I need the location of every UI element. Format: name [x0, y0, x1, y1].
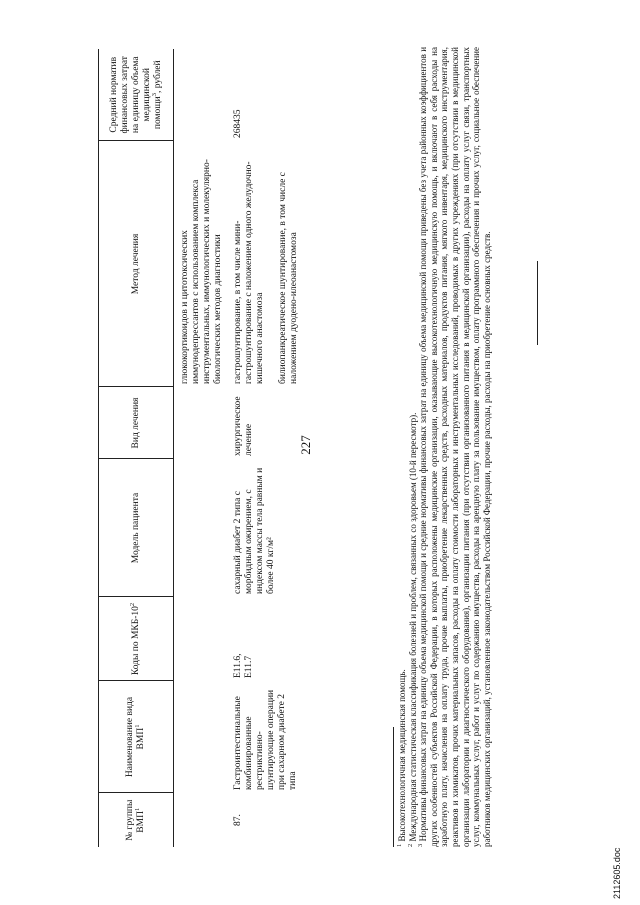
footnote: $^3$ Нормативы финансовых затрат на единицу объема медицинской помощи и средние нормативы финансовых затрат на единицу объема медицинской помощи приведены без учета районных коэффициентов и других особенностей субъектов Российской Федерации, в которых расположены медицинские организации, оказывающие высокотехнологичную медицинскую помощь, и включают в себя расходы на заработную плату, начисления на оплату труда, прочие выплаты, приобретение лекарственных средств, расходных материалов, продуктов питания, мягкого инвентаря, медицинского инструментария, реактивов и химикатов, прочих материальных запасов, расходы на оплату стоимости лабораторных и инструментальных исследований, проводимых в других учреждениях (при отсутствии в медицинской организации лаборатории и диагностического оборудования), организации питания (при отсутствии организованного питания в медицинской организации), расходы на оплату услуг связи, транспортных услуг, коммунальных услуг, работ и услуг по содержанию имущества, расходы на арендную плату за пользование имуществом, оплату программного обеспечения и прочих услуг, социальное обеспечение работников медицинских организаций, установленное законодательством Российской Федерации, прочие расходы, расходы на приобретение основных средств.: [417, 46, 492, 847]
row-number: 87.: [233, 814, 243, 826]
header-type: Вид лечения: [99, 387, 174, 459]
row-method: билиопанкреатическое шунтирование, в том числе с наложением дуодено-илеоанастомоза: [278, 172, 299, 384]
row-methods: [230, 141, 303, 387]
end-divider: [537, 261, 538, 345]
table-row: [230, 49, 303, 847]
header-codes: Коды по МКБ-$10^2$: [99, 597, 174, 681]
document-code: 2112605.doc: [612, 847, 622, 899]
header-group: № группы ВМП$^1$: [125, 799, 146, 841]
footnote-divider: [393, 727, 394, 847]
row-patient-model: сахарный диабет 2 типа с морбидным ожирением, с индексом массы тела равным и более 40 кг/м²: [233, 467, 276, 594]
header-name: Наименование вида ВМП$^1$: [99, 681, 174, 793]
row-code: E11.7: [244, 655, 254, 678]
header-cost: Средний норматив финансовых затрат на единицу объема медицинской помощи$^3$, рублей: [99, 49, 174, 141]
row-code: E11.6,: [233, 653, 243, 678]
header-method: Метод лечения: [99, 141, 174, 387]
method-continuation: глюкокортикоидов и цитотоксических иммунодепрессантов с использованием комплекса инструментальных, иммунологических и молекулярно-биологических методов диагностики: [180, 159, 223, 384]
page-number: 227: [297, 435, 313, 455]
row-codes: [230, 597, 303, 681]
row-treatment-type: хирургическое лечение: [233, 396, 254, 456]
row-vmp-name: Гастроинтестинальные комбинированные рестриктивно-шунтирующие операции при сахарном диабете 2 типа: [233, 689, 298, 790]
footnotes: [397, 47, 492, 847]
row-method: гастрошунтирование, в том числе мини-гастрошунтирование с наложением одного желудочно-кишечного анастомоза: [233, 161, 265, 384]
vmp-table: [98, 49, 303, 847]
footnote: $^1$ Высокотехнологичная медицинская помощь.: [396, 669, 407, 847]
header-model: Модель пациента: [99, 459, 174, 597]
table-row-continuation: [174, 49, 231, 847]
table-header-row: [99, 49, 174, 847]
row-cost: 268435: [233, 109, 243, 138]
footnote: $^2$ Международная статистическая классификация болезней и проблем, связанных со здоровьем (10-й пересмотр).: [406, 412, 418, 847]
